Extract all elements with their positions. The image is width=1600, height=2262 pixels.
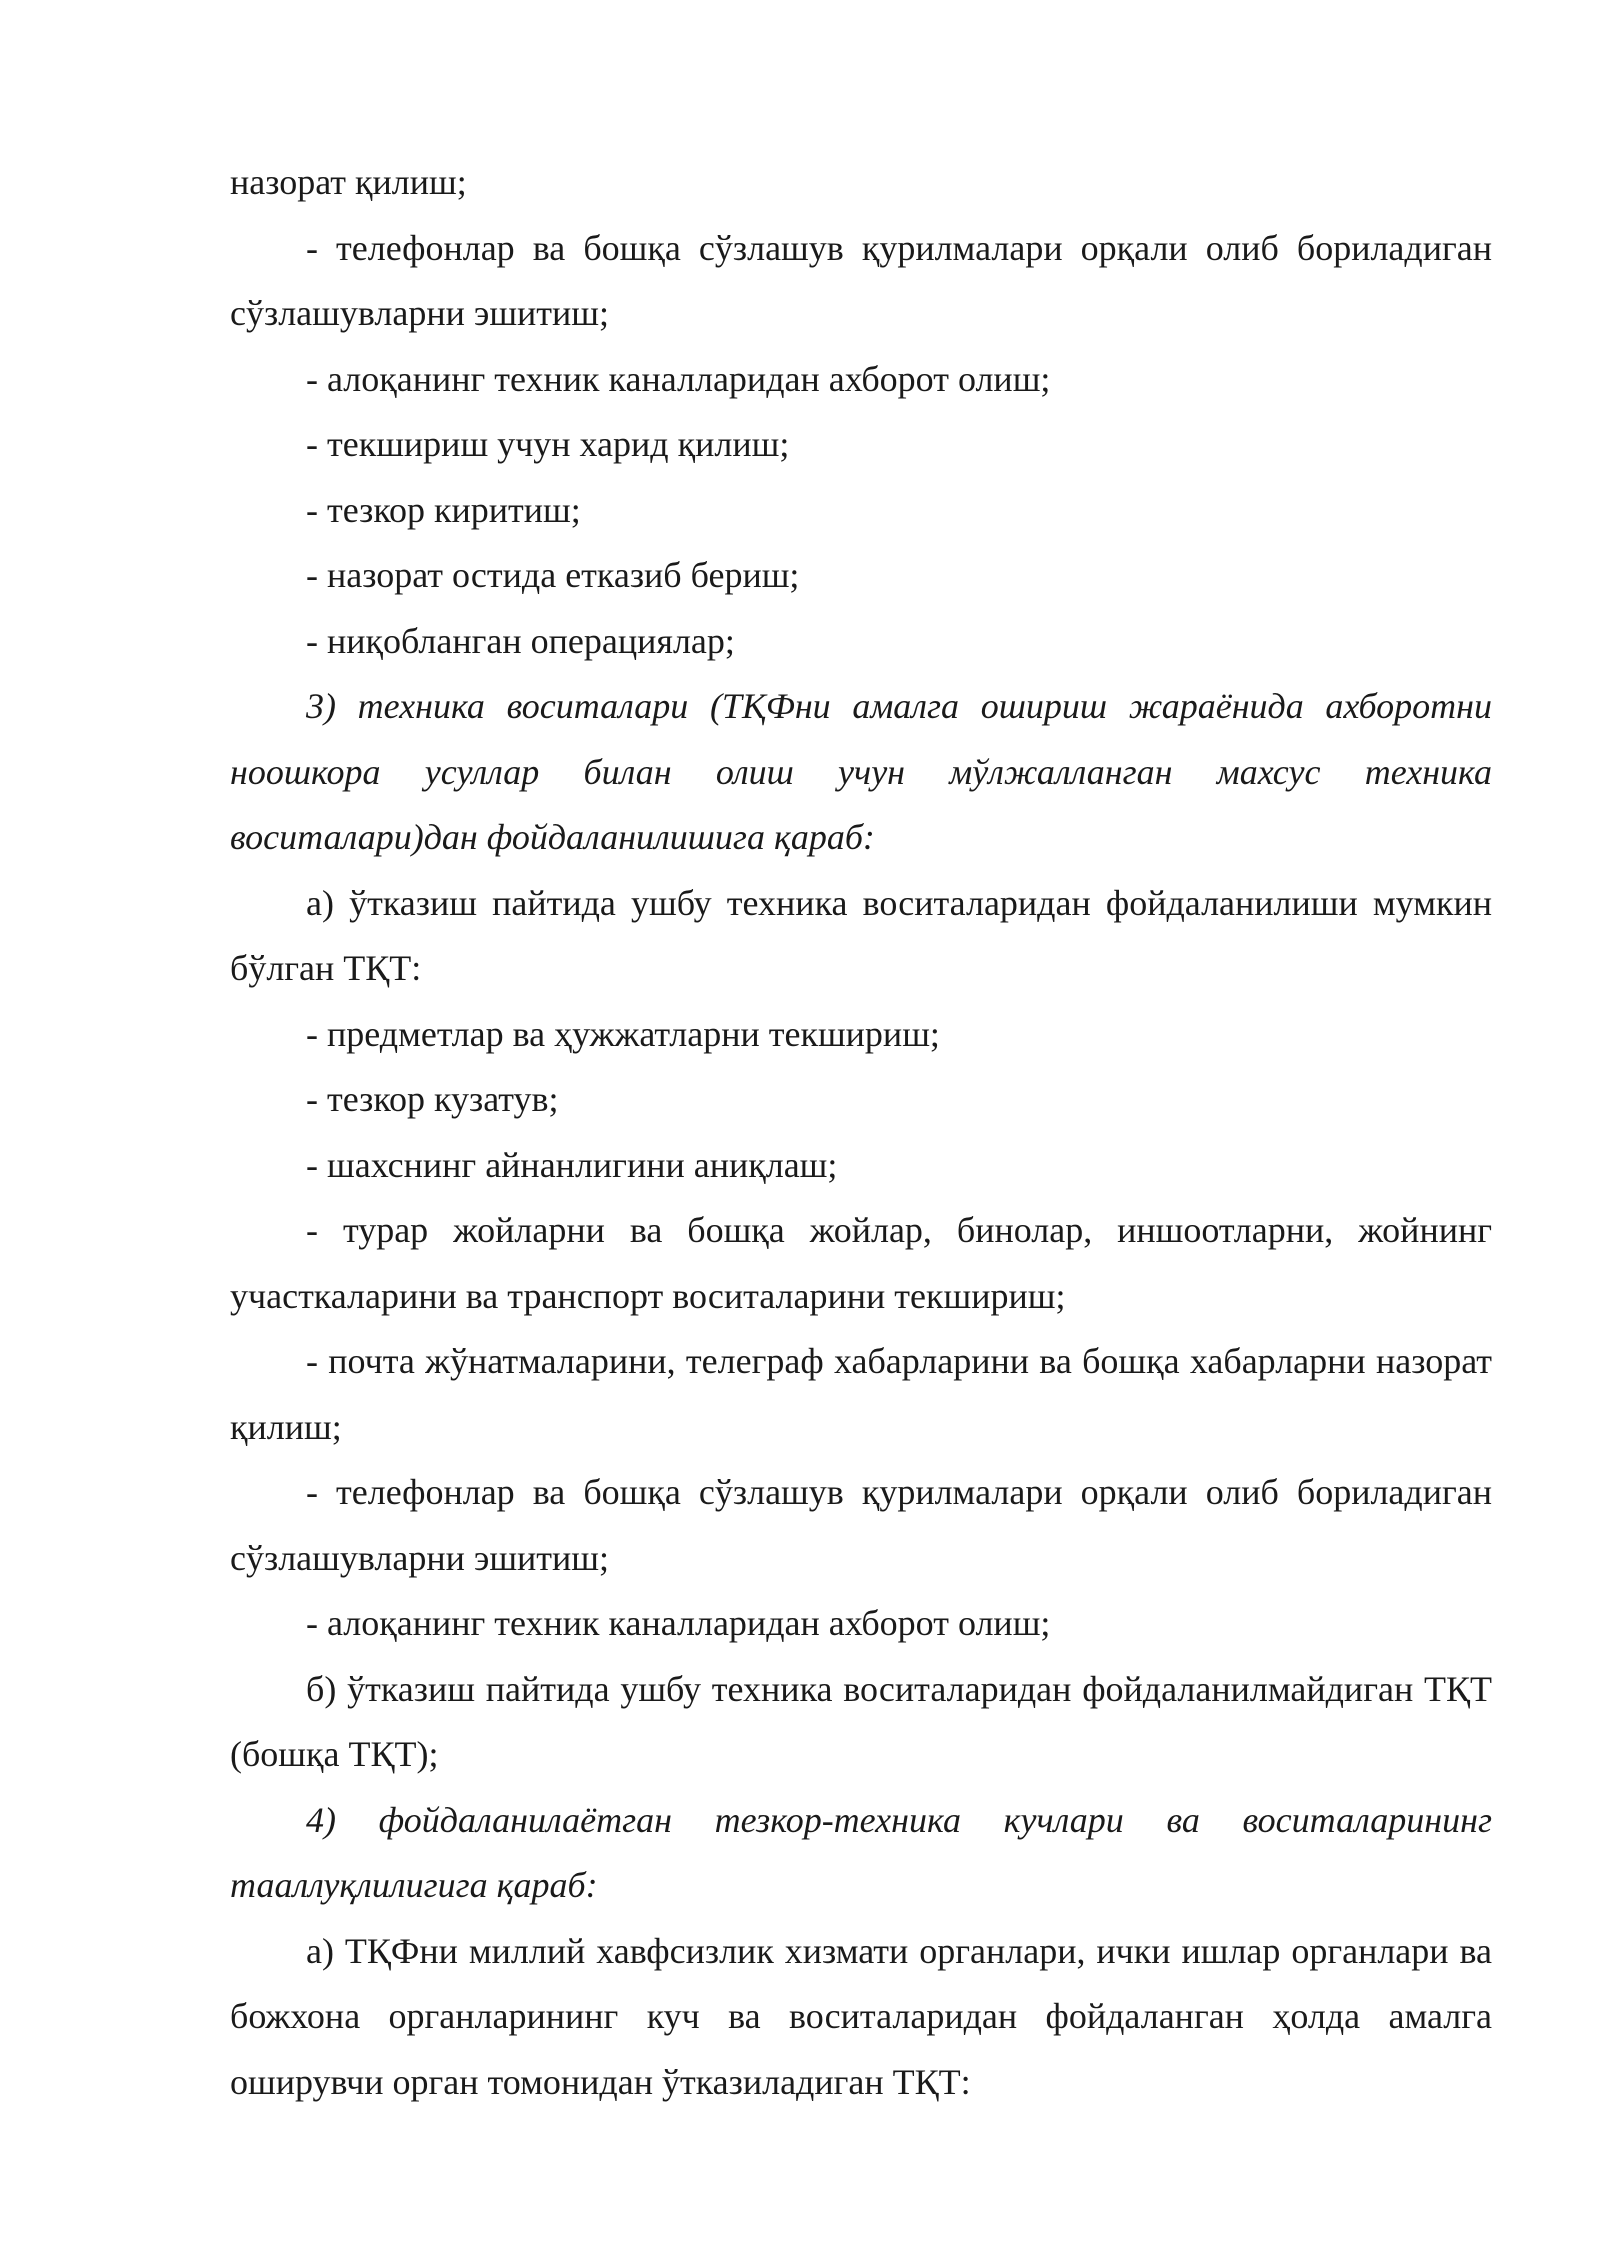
document-page xyxy=(230,150,1492,2115)
section-heading-4: 4) фойдаланилаётган тезкор-техника кучлари ва воситаларининг тааллуқлилигига қараб: xyxy=(230,1799,1492,1905)
paragraph-16: - алоқанинг техник каналларидан ахборот олиш; xyxy=(306,1603,1051,1643)
paragraph-2: - телефонлар ва бошқа сўзлашув қурилмалари орқали олиб бориладиган сўзлашувларни эшитиш; xyxy=(230,227,1492,333)
paragraph-13: - турар жойларни ва бошқа жойлар, бинолар, иншоотларни, жойнинг участкаларини ва транспорт воситаларини текшириш; xyxy=(230,1210,1492,1316)
paragraph-4: - текшириш учун харид қилиш; xyxy=(306,424,790,464)
paragraph-3: - алоқанинг техник каналларидан ахборот олиш; xyxy=(306,358,1051,399)
paragraph-9: а) ўтказиш пайтида ушбу техника воситаларидан фойдаланилиши мумкин бўлган ТҚТ: xyxy=(230,882,1492,988)
paragraph-14: - почта жўнатмаларини, телеграф хабарларини ва бошқа хабарларни назорат қилиш; xyxy=(230,1341,1492,1447)
paragraph-7: - ниқобланган операциялар; xyxy=(306,620,735,661)
paragraph-15: - телефонлар ва бошқа сўзлашув қурилмалари орқали олиб бориладиган сўзлашувларни эшитиш; xyxy=(230,1472,1492,1578)
paragraph-11: - тезкор кузатув; xyxy=(306,1079,559,1119)
paragraph-1: назорат қилиш; xyxy=(230,162,467,202)
paragraph-19: а) ТҚФни миллий хавфсизлик хизмати органлари, ички ишлар органлари ва божхона органларининг куч ва воситаларидан фойдаланган ҳолда амалга оширувчи орган томонидан ўтказиладиган ТҚТ: xyxy=(230,1930,1492,2102)
paragraph-6: - назорат остида етказиб бериш; xyxy=(306,555,800,595)
section-heading-3: 3) техника воситалари (ТҚФни амалга ошириш жараёнида ахборотни ноошкора усуллар билан олиш учун мўлжалланган махсус техника воситалари)дан фойдаланилишига қараб: xyxy=(230,686,1492,857)
paragraph-17: б) ўтказиш пайтида ушбу техника воситаларидан фойдаланилмайдиган ТҚТ (бошқа ТҚТ); xyxy=(230,1668,1492,1774)
paragraph-10: - предметлар ва ҳужжатларни текшириш; xyxy=(306,1013,940,1054)
paragraph-12: - шахснинг айнанлигини аниқлаш; xyxy=(306,1144,838,1185)
paragraph-5: - тезкор киритиш; xyxy=(306,489,581,530)
